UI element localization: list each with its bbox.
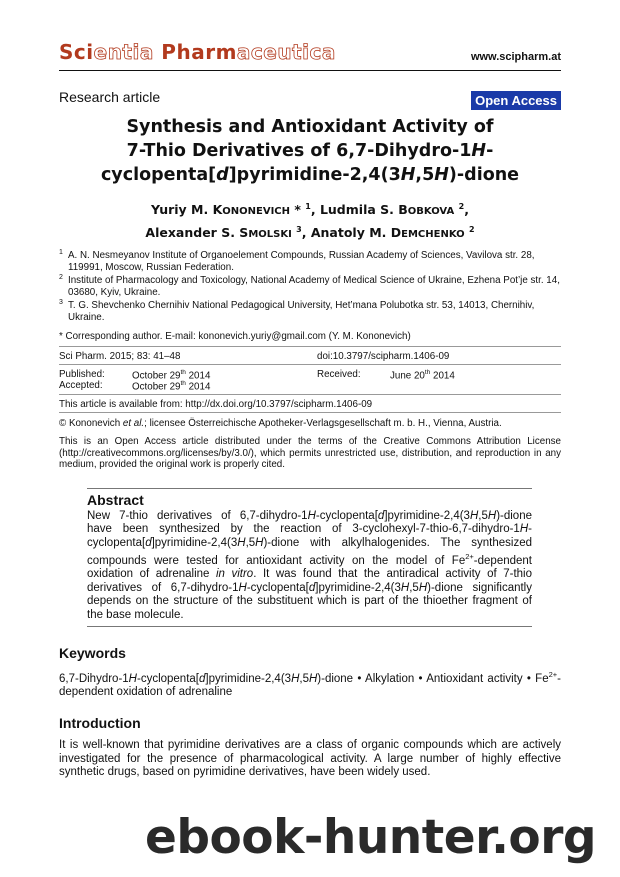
copyright-notice: © Kononevich et al.; licensee Österreichische Apotheker-Verlagsgesellschaft m. b. H., Vienna, Austria. — [59, 418, 502, 429]
header-divider — [59, 70, 561, 71]
affiliation-3: 3 T. G. Shevchenko Chernihiv National Pedagogical University, Het’mana Polubotka str. 53, 14013, Chernihiv, Ukraine. — [59, 299, 535, 323]
abstract-text: New 7-thio derivatives of 6,7-dihydro-1H-cyclopenta[d]pyrimidine-2,4(3H,5H)-dione have been synthesized by the reaction of 3-cyclohexyl-7-thio-6,7-dihydro-1H-cyclopenta[d]pyrimidine-2,4(3H,5H)-dione with alkylhalogenides. The synthesized compounds were tested for antioxidant activity on the model of $Fe^{2+}$-dependent oxidation of adrenaline in vitro. It was found that the antiradical activity of 7-thio derivatives of 6,7-dihydro-1H-cyclopenta[d]pyrimidine-2,4(3H,5H)-dione significantly depends on the structure of the substituent which is part of the thioether fragment of the base molecule. — [87, 510, 532, 621]
published-date: October 29th 2014 — [132, 369, 211, 382]
corresponding-author: * Corresponding author. E-mail: kononevich.yuriy@gmail.com (Y. M. Kononevich) — [59, 331, 411, 342]
affiliation-2: 2 Institute of Pharmacology and Toxicology, National Academy of Medical Science of Ukraine, Ezhena Pot’je str. 14, 03680, Kyiv, Ukraine. — [59, 274, 560, 298]
journal-logo — [59, 40, 336, 64]
license-text: This is an Open Access article distributed under the terms of the Creative Commons Attribution License (http://creativecommons.org/licenses/by/3.0/), which permits unrestricted use, distribution, and reproduction in any medium, provided the original work is properly cited. — [59, 436, 561, 470]
keywords-heading: Keywords — [59, 645, 126, 661]
received-date: June 20th 2014 — [390, 369, 455, 382]
introduction-text: It is well-known that pyrimidine derivatives are a class of organic compounds which are actively investigated for the presence of pharmacological activity. A large number of highly effective synthetic drugs, based on pyrimidine derivatives, have been widely used. — [59, 739, 561, 779]
keywords-text: 6,7-Dihydro-1H-cyclopenta[d]pyrimidine-2,4(3H,5H)-dione • Alkylation • Antioxidant activity • $Fe^{2+}$-dependent oxidation of adrenaline — [59, 670, 561, 699]
available-from: This article is available from: http://dx.doi.org/10.3797/scipharm.1406-09 — [59, 399, 373, 410]
journal-website-link[interactable]: www.scipharm.at — [470, 51, 561, 63]
meta-divider-top — [59, 346, 561, 347]
meta-divider-bottom — [59, 394, 561, 395]
author-list — [59, 198, 561, 244]
open-access-badge: Open Access — [471, 91, 561, 110]
watermark: ebook-hunter.org — [145, 810, 597, 865]
citation: Sci Pharm. 2015; 83: 41–48 — [59, 351, 181, 362]
accepted-label: Accepted: — [59, 380, 103, 391]
available-divider — [59, 412, 561, 413]
abstract-box — [87, 488, 532, 627]
received-label: Received: — [317, 369, 361, 380]
accepted-date: October 29th 2014 — [132, 380, 211, 393]
abstract-heading: Abstract — [87, 492, 144, 508]
author-line-1: Yuriy M. KONONEVICH * $^1$, Ludmila S. BOBKOVA $^2$, — [151, 202, 469, 218]
article-title — [59, 115, 561, 187]
title-line-2: 7-Thio Derivatives of 6,7-Dihydro-1H- — [126, 141, 494, 161]
introduction-heading: Introduction — [59, 715, 141, 731]
journal-logo-part-3: Pharm — [153, 40, 237, 64]
title-line-1: Synthesis and Antioxidant Activity of — [126, 117, 494, 137]
article-type: Research article — [59, 89, 161, 105]
title-line-3: cyclopenta[d]pyrimidine-2,4(3H,5H)-dione — [100, 165, 520, 185]
doi-link[interactable]: doi:10.3797/scipharm.1406-09 — [317, 351, 450, 362]
journal-logo-part-1: Sci — [59, 40, 94, 64]
journal-logo-part-4: aceutica — [236, 40, 336, 64]
meta-divider-mid — [59, 364, 561, 365]
author-line-2: Alexander S. SMOLSKI $^3$, Anatoly M. DEMCHENKO $^2$ — [145, 225, 475, 241]
published-label: Published: — [59, 369, 105, 380]
affiliations — [59, 250, 561, 325]
journal-logo-part-2: entia — [93, 40, 154, 64]
affiliation-1: 1 A. N. Nesmeyanov Institute of Organoelement Compounds, Russian Academy of Sciences, Vavilova str. 28, 119991, Moscow, Russian Federation. — [59, 249, 535, 273]
